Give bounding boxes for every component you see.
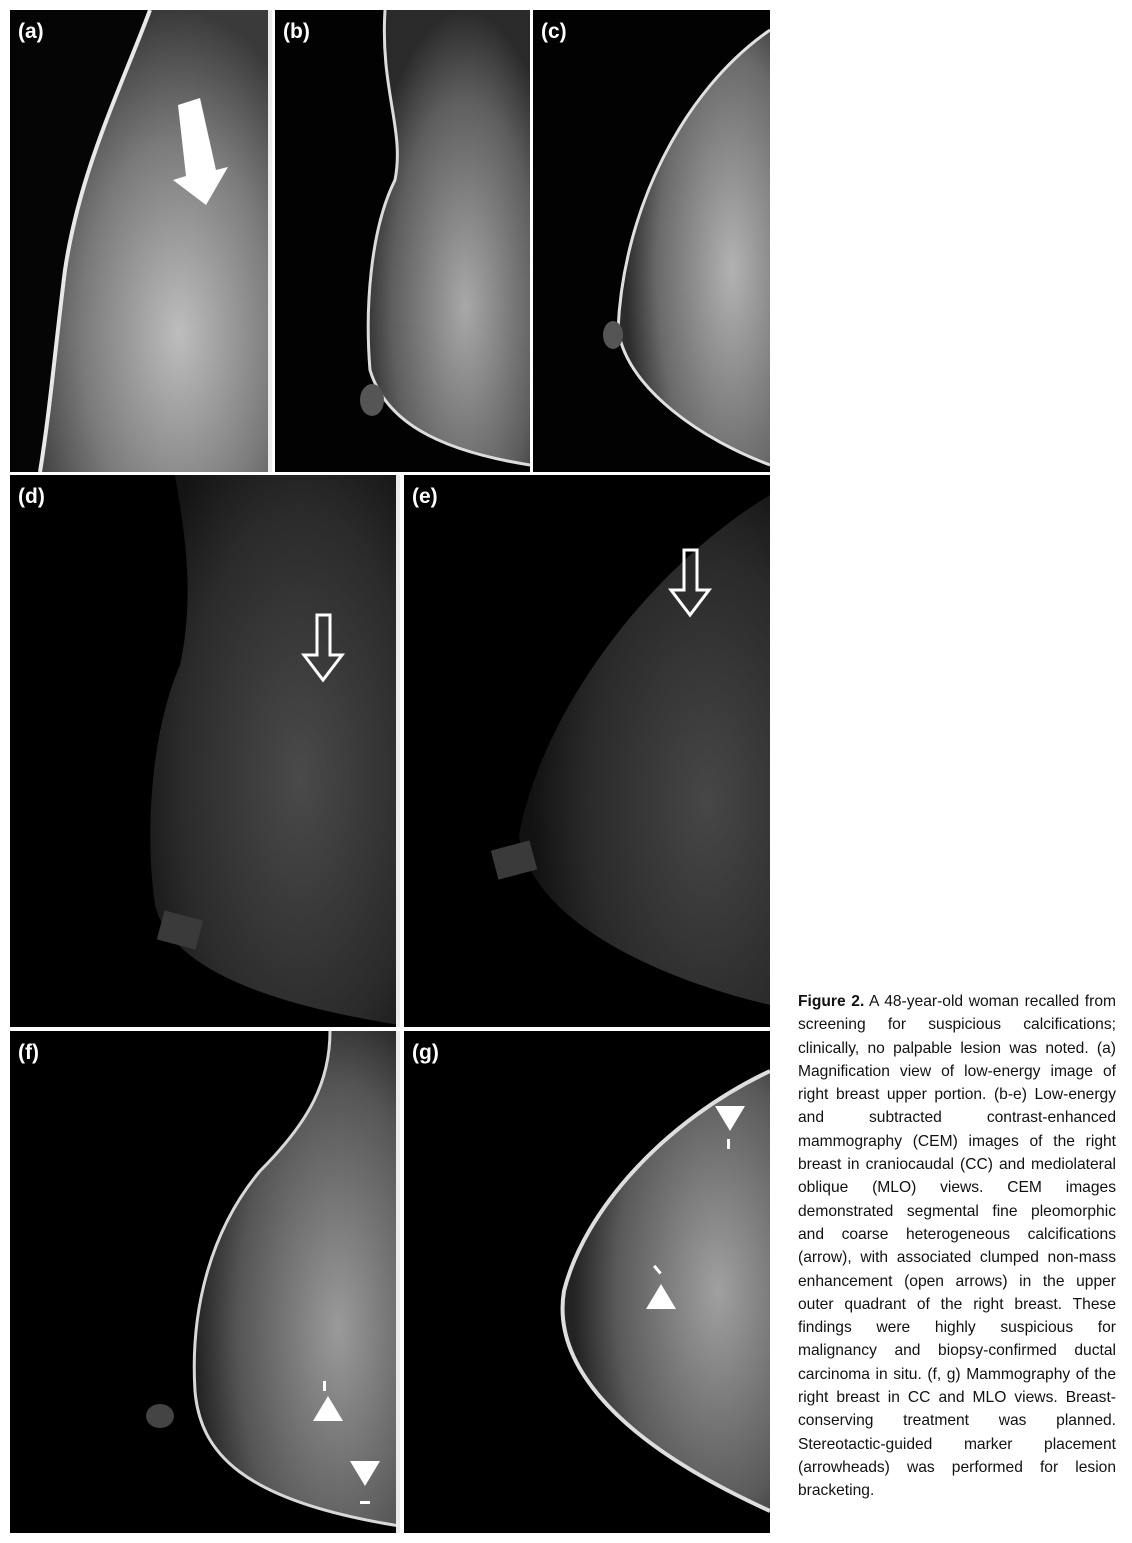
panel-g-mammography-mlo xyxy=(404,1031,770,1533)
panel-label-g: (g) xyxy=(412,1041,439,1064)
panel-label-d: (d) xyxy=(18,485,45,508)
panel-d-subtracted-mlo xyxy=(10,475,400,1027)
mammogram-image-e xyxy=(404,475,770,1027)
panel-label-b: (b) xyxy=(283,20,310,43)
caption-text: A 48-year-old woman recalled from screening for suspicious calcifications; clinically, no palpable lesion was noted. (a) Magnification view of low-energy image of right breast upper portion. (b-e) Low-energy and subtracted contrast-enhanced mammography (CEM) images of the right breast in craniocaudal (CC) and mediolateral oblique (MLO) views. CEM images demonstrated segmental fine pleomorphic and coarse heterogeneous calcifications (arrow), with associated clumped non-mass enhancement (open arrows) in the upper outer quadrant of the right breast. These findings were highly suspicious for malignancy and biopsy-confirmed ductal carcinoma in situ. (f, g) Mammography of the right breast in CC and MLO views. Breast-conserving treatment was planned. Stereotactic-guided marker placement (arrowheads) was performed for lesion bracketing. xyxy=(798,993,1116,1500)
mammogram-image-b xyxy=(275,10,530,472)
panel-e-subtracted-cc xyxy=(404,475,770,1027)
mammogram-image-d xyxy=(10,475,400,1027)
panel-c-low-energy-cc xyxy=(533,10,770,472)
panel-label-f: (f) xyxy=(18,1041,39,1064)
panel-a-magnification-view xyxy=(10,10,272,472)
panel-label-e: (e) xyxy=(412,485,438,508)
panel-label-a: (a) xyxy=(18,20,44,43)
mammogram-image-g xyxy=(404,1031,770,1533)
mammogram-image-f xyxy=(10,1031,400,1533)
figure-caption xyxy=(798,990,1116,1503)
mammogram-image-a xyxy=(10,10,272,472)
panel-b-low-energy-mlo xyxy=(275,10,530,472)
panel-label-c: (c) xyxy=(541,20,567,43)
figure-2 xyxy=(10,10,770,1533)
figure-label: Figure 2. xyxy=(798,993,865,1010)
mammogram-image-c xyxy=(533,10,770,472)
panel-f-mammography-cc xyxy=(10,1031,400,1533)
